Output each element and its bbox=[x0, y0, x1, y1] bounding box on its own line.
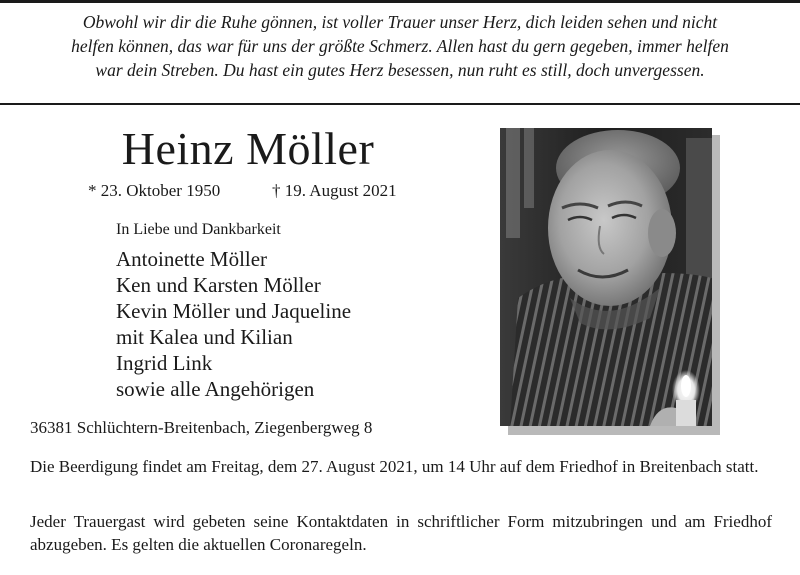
poem-line: helfen können, das war für uns der größte Schmerz. Allen hast du gern gegeben, immer helfen bbox=[71, 36, 729, 56]
guest-notice: Jeder Trauergast wird gebeten seine Kontaktdaten in schriftlicher Form mitzubringen und am Friedhof abzugeben. Es gelten die aktuellen Coronaregeln. bbox=[30, 512, 772, 554]
top-rule bbox=[0, 0, 800, 3]
family-address: 36381 Schlüchtern-Breitenbach, Ziegenbergweg 8 bbox=[30, 418, 373, 437]
poem-line: Obwohl wir dir die Ruhe gönnen, ist voller Trauer unser Herz, dich leiden sehen und nicht bbox=[82, 12, 718, 32]
divider-rule bbox=[0, 103, 800, 105]
deceased-name: Heinz Möller bbox=[121, 123, 375, 174]
mourner-name: Ingrid Link bbox=[116, 351, 213, 375]
poem-line: war dein Streben. Du hast ein gutes Herz besessen, nun ruht es still, doch unvergessen. bbox=[95, 60, 705, 80]
mourners-list bbox=[116, 246, 351, 402]
mourner-name: sowie alle Angehörigen bbox=[116, 377, 315, 401]
mourner-name: mit Kalea und Kilian bbox=[116, 325, 293, 349]
dedication-line: In Liebe und Dankbarkeit bbox=[116, 221, 281, 238]
portrait-photo bbox=[500, 128, 712, 426]
mourner-name: Ken und Karsten Möller bbox=[116, 273, 321, 297]
portrait-image bbox=[500, 128, 712, 426]
memorial-poem bbox=[20, 10, 780, 82]
death-date: † 19. August 2021 bbox=[272, 181, 397, 200]
birth-date: * 23. Oktober 1950 bbox=[88, 181, 221, 200]
funeral-notice: Die Beerdigung findet am Freitag, dem 27. August 2021, um 14 Uhr auf dem Friedhof in Breitenbach statt. bbox=[30, 457, 759, 476]
mourner-name: Kevin Möller und Jaqueline bbox=[116, 299, 352, 323]
mourner-name: Antoinette Möller bbox=[116, 247, 268, 271]
